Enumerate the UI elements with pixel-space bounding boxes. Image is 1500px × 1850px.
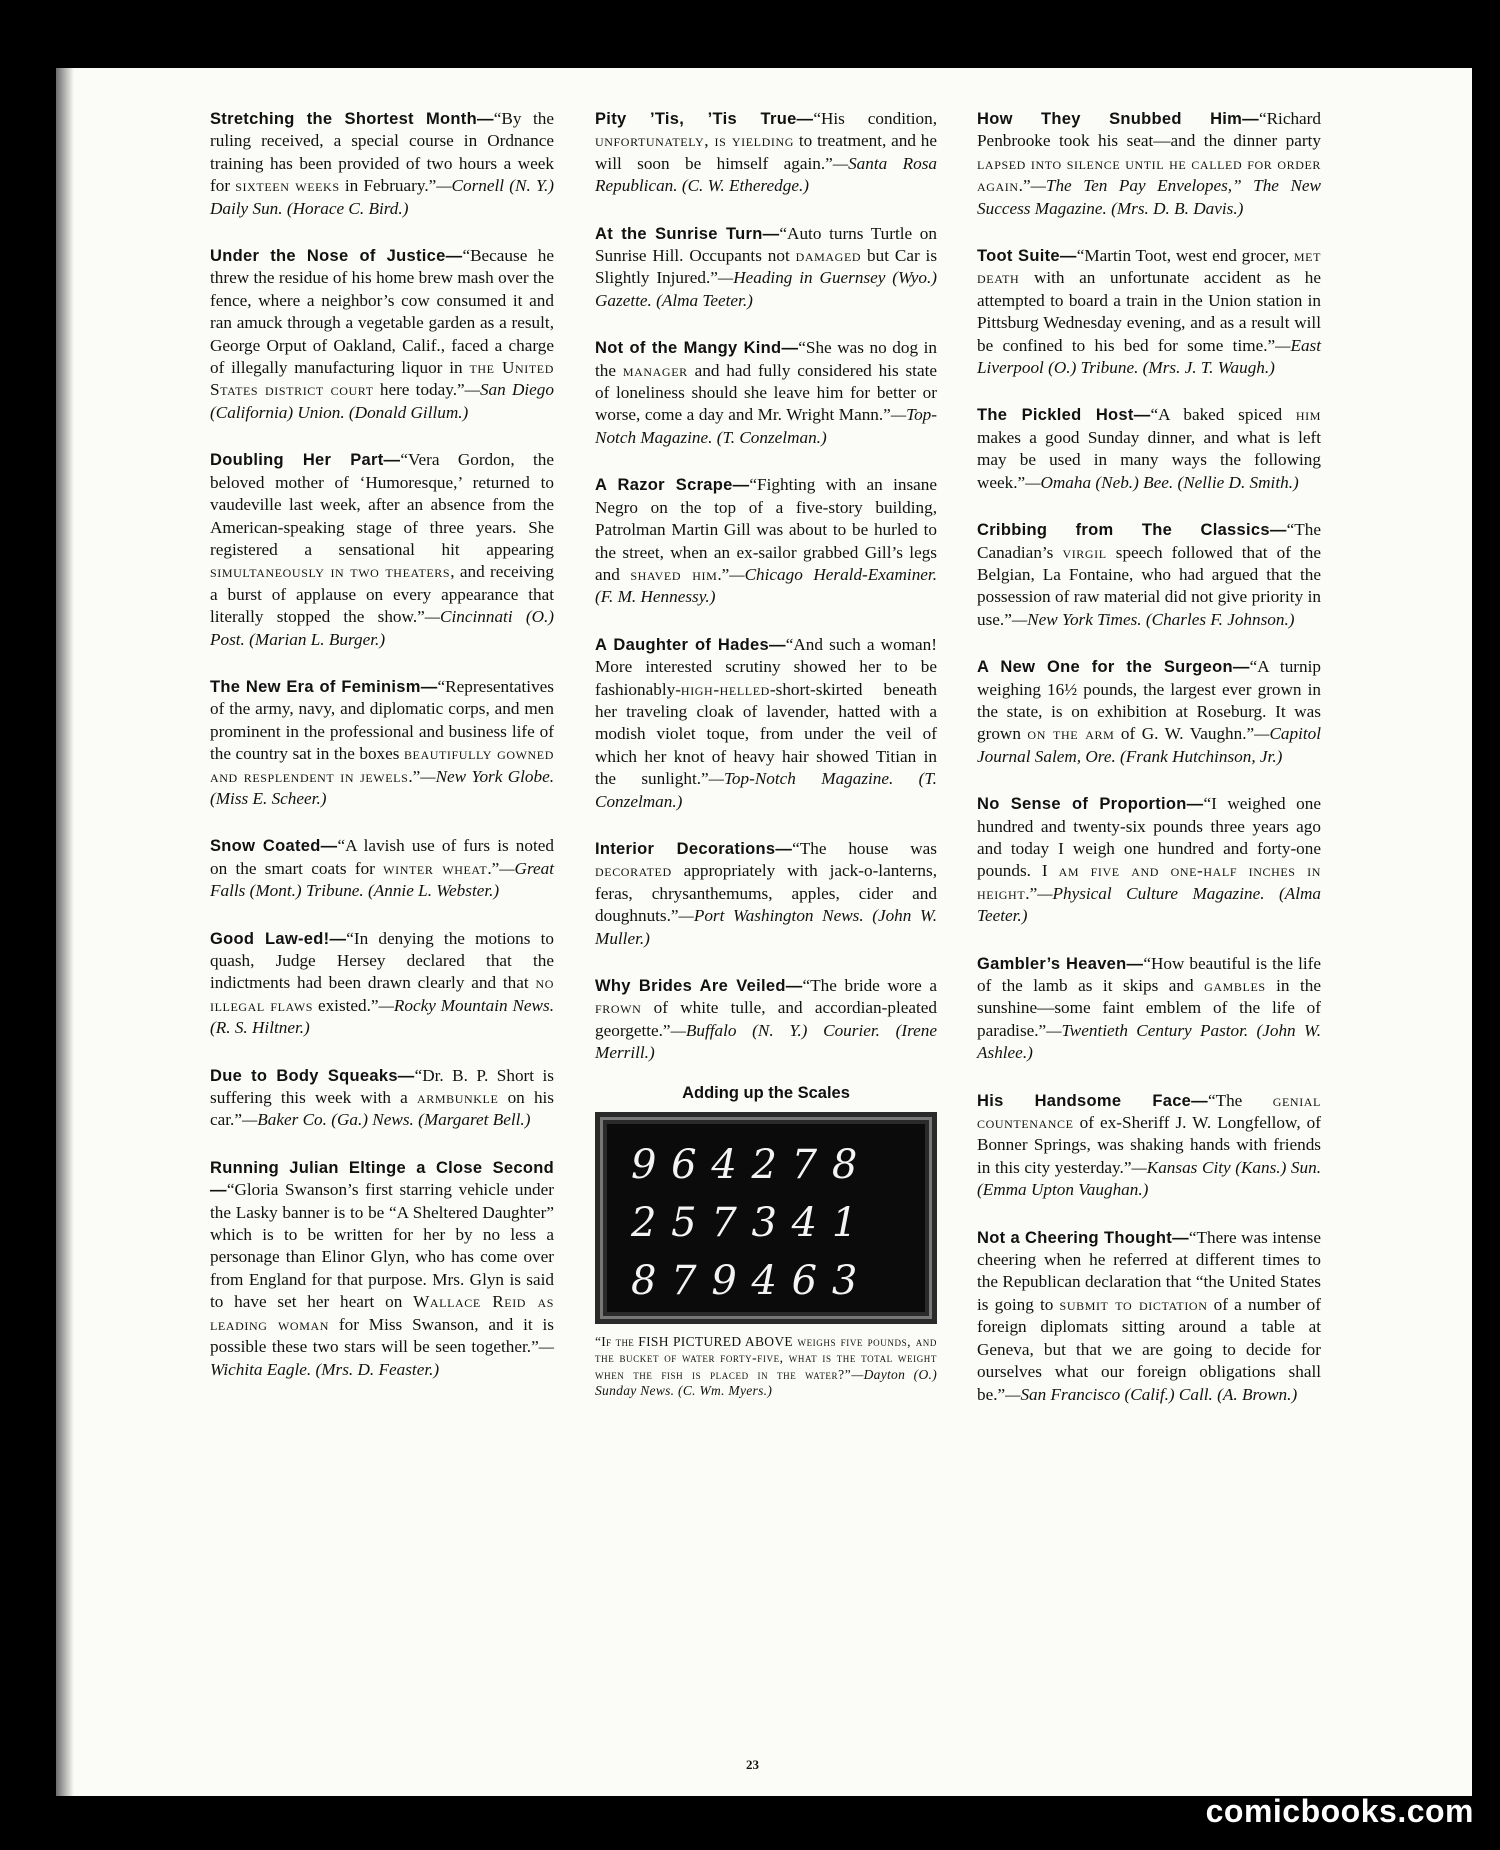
item-text: in February.” (339, 176, 437, 196)
item-1-0 (595, 108, 937, 198)
item-text: “The Canadian’s (977, 520, 1321, 562)
item-text: “Vera Gordon, the beloved mother of ‘Humoresque,’ returned to vaudeville last week, after an absence from the American-speaking stage of three years. She registered a sensational hit appearing (210, 450, 554, 559)
item-citation: —Port Washington News. (John W. Muller.) (595, 906, 937, 948)
item-citation: —Chicago Herald-Examiner. (F. M. Hennessy.) (595, 564, 937, 607)
item-heading: Pity ’Tis, ’Tis True— (595, 110, 814, 128)
item-emphasis: winter wheat (383, 858, 488, 878)
item-paragraph (210, 1157, 554, 1381)
item-emphasis: met death (977, 246, 1322, 288)
item-0-7 (210, 1157, 554, 1381)
item-text: for Miss Swanson, and it is possible these two stars will be seen together.” (210, 1314, 554, 1357)
item-text: and had fully considered his state of loneliness should she leave him for better or worse, come a day and Mr. Wright Mann.” (595, 360, 937, 425)
item-text: “Fighting with an insane Negro on the top of a five-story building, Patrolman Martin Gill was about to be hurled to the street, when an ex-sailor grabbed Gill’s legs and (595, 475, 937, 584)
item-0-6 (210, 1065, 554, 1132)
chalk-line-1: 9 6 4 2 7 8 (631, 1142, 859, 1189)
item-citation: —Santa Rosa Republican. (C. W. Etheredge.) (595, 153, 937, 196)
item-heading: A New One for the Surgeon— (977, 658, 1250, 677)
item-text: “Richard Penbrooke took his seat—and the dinner party (977, 109, 1321, 151)
item-1-5 (595, 838, 937, 950)
item-2-8 (977, 1227, 1321, 1406)
item-paragraph (977, 793, 1321, 927)
item-citation: —Physical Culture Magazine. (Alma Teeter.) (977, 883, 1321, 926)
item-heading: Good Law-ed!— (210, 929, 347, 948)
item-text: .” (717, 564, 730, 584)
item-2-3 (977, 519, 1321, 631)
item-text: “By the ruling received, a special course in Ordnance training has been provided of two hours a week for (210, 109, 555, 196)
item-text: makes a good Sunday dinner, and what is left may be used in many ways the following week.” (977, 427, 1321, 492)
item-emphasis: genial countenance (977, 1090, 1321, 1133)
item-citation: —Baker Co. (Ga.) News. (Margaret Bell.) (241, 1110, 531, 1130)
caption-body: weighs five pounds, and the bucket of water forty-five, what is the total weight when the fish is placed in the water?” (595, 1334, 938, 1382)
item-paragraph (210, 928, 554, 1040)
scales-title: Adding up the Scales (682, 1083, 850, 1102)
item-emphasis: on the arm (1027, 724, 1115, 744)
item-text: “The house was (792, 838, 937, 858)
item-text: but Car is Slightly Injured.” (595, 246, 938, 288)
binding-shadow (56, 68, 74, 1796)
item-text: .” (1018, 176, 1031, 196)
item-text: -short-skirted beneath her traveling cloak of lavender, hatted with a modish violet toque, from under the veil of which her knot of heavy hair showed Titian in the sunlight.” (595, 679, 937, 789)
item-citation: —Great Falls (Mont.) Tribune. (Annie L. Webster.) (210, 858, 554, 901)
item-citation: —Top-Notch Magazine. (T. Conzelman.) (595, 405, 937, 447)
item-0-0 (210, 108, 554, 220)
item-heading: Toot Suite— (977, 247, 1077, 266)
item-1-1 (595, 223, 937, 313)
page-number: 23 (746, 1757, 759, 1772)
item-text: speech followed that of the Belgian, La Fontaine, who had argued that the possession of raw material did not give priority in use.” (977, 542, 1321, 629)
item-heading: Not a Cheering Thought— (977, 1228, 1189, 1247)
scales-caption (595, 1334, 937, 1400)
item-citation: —Capitol Journal Salem, Ore. (Frank Hutchinson, Jr.) (977, 724, 1322, 766)
item-citation: —East Liverpool (O.) Tribune. (Mrs. J. T. Waugh.) (977, 335, 1321, 378)
item-citation: —Cincinnati (O.) Post. (Marian L. Burger.) (210, 607, 554, 649)
item-paragraph (977, 1227, 1321, 1406)
item-text: “Gloria Swanson’s first starring vehicle under the Lasky banner is to be “A Sheltered Daughter” which is to be written for her by no less a personage than Elinor Glyn, who has come over from England for that purpose. Mrs. Glyn is said to have set her heart on (210, 1180, 554, 1312)
item-heading: At the Sunrise Turn— (595, 224, 780, 243)
item-heading: How They Snubbed Him— (977, 110, 1259, 128)
item-emphasis: shaved him (630, 564, 718, 584)
item-emphasis: gambles (1204, 976, 1266, 995)
item-paragraph (595, 634, 937, 813)
column-left (210, 108, 554, 1406)
item-text: to treatment, and he will soon be himself again.” (595, 131, 937, 173)
item-text: of ex-Sheriff J. W. Longfellow, of Bonner Springs, was shaking hands with friends in this city yesterday.” (977, 1113, 1321, 1177)
item-emphasis: unfortunately, is yielding (595, 131, 794, 151)
item-1-4 (595, 634, 937, 813)
item-text: .” (1025, 883, 1038, 903)
item-emphasis: sixteen weeks (235, 176, 340, 196)
item-2-7 (977, 1090, 1321, 1202)
item-heading: A Daughter of Hades— (595, 635, 786, 654)
item-paragraph (977, 108, 1321, 220)
item-paragraph (977, 404, 1321, 494)
item-text: .” (487, 858, 500, 878)
item-paragraph (595, 975, 937, 1065)
item-text: in the sunshine—some faint emblem of the life of paradise.” (977, 976, 1321, 1040)
item-paragraph (595, 223, 937, 313)
item-heading: Doubling Her Part— (210, 451, 401, 470)
item-citation: —San Diego (California) Union. (Donald Gillum.) (210, 380, 554, 422)
item-0-5 (210, 928, 554, 1040)
column-middle-items (595, 108, 937, 1065)
item-text: with an unfortunate accident as he attempted to board a train in the Union station in Pittsburg Wednesday evening, and as a result will be confined to his bed for some time.” (977, 268, 1321, 355)
item-paragraph (595, 474, 937, 608)
item-1-2 (595, 337, 937, 449)
item-text: “In denying the motions to quash, Judge Hersey declared that the indictments had been drawn clearly and that (210, 928, 555, 993)
item-text: of a number of foreign diplomats sitting around a table at Geneva, but that we are going to decide for ourselves what our foreign obligations shall be.” (977, 1294, 1321, 1404)
item-citation: —Cornell (N. Y.) Daily Sun. (Horace C. Bird.) (210, 176, 554, 218)
item-text: “How beautiful is the life of the lamb as it skips and (977, 953, 1322, 995)
item-text: .” (408, 766, 421, 786)
item-emphasis: submit to dictation (1059, 1294, 1208, 1314)
item-text: “Because he threw the residue of his home brew mash over the fence, where a neighbor’s cow consumed it and ran amuck through a vegetable garden as a result, George Orput of Oakland, Calif., faced a charge of illegally manufacturing liquor in (210, 246, 554, 378)
watermark: comicbooks.com (1205, 1793, 1474, 1829)
item-text: “Representatives of the army, navy, and diplomatic corps, and men prominent in the professional and business life of the country sat in the boxes (210, 676, 554, 764)
item-citation: —The Ten Pay Envelopes,” The New Success Magazine. (Mrs. D. B. Davis.) (977, 176, 1321, 218)
item-emphasis: damaged (795, 246, 862, 266)
item-emphasis: virgil (1062, 542, 1107, 562)
item-2-5 (977, 793, 1321, 927)
item-text: “A baked spiced (1150, 405, 1296, 425)
item-0-4 (210, 835, 554, 902)
item-citation: —Omaha (Neb.) Bee. (Nellie D. Smith.) (1025, 472, 1299, 492)
item-heading: His Handsome Face— (977, 1091, 1208, 1110)
item-citation: —Kansas City (Kans.) Sun. (Emma Upton Vaughan.) (977, 1157, 1321, 1200)
item-emphasis: am five and one-half inches in height (977, 861, 1321, 903)
item-text: here today.” (373, 380, 465, 400)
item-emphasis: Wallace Reid as leading woman (210, 1292, 554, 1334)
chalk-line-2: 2 5 7 3 4 1 (631, 1200, 859, 1247)
item-paragraph (210, 108, 554, 220)
item-emphasis: no illegal flaws (210, 973, 554, 1015)
item-text: of white tulle, and accordian-pleated georgette.” (595, 998, 937, 1040)
item-paragraph (210, 835, 554, 902)
item-0-1 (210, 245, 554, 424)
item-emphasis: high-helled (680, 679, 770, 699)
item-citation: —Twentieth Century Pastor. (John W. Ashlee.) (977, 1020, 1321, 1063)
item-text: “Auto turns Turtle on Sunrise Hill. Occupants not (595, 223, 937, 266)
item-1-3 (595, 474, 937, 608)
item-text: “The bride wore a (802, 976, 937, 995)
item-paragraph (210, 676, 554, 810)
item-heading: Under the Nose of Justice— (210, 247, 463, 266)
item-paragraph (977, 245, 1321, 379)
item-heading: Not of the Mangy Kind— (595, 339, 799, 358)
item-paragraph (977, 656, 1321, 768)
item-heading: No Sense of Proportion— (977, 795, 1204, 814)
item-heading: Running Julian Eltinge a Close Second— (210, 1158, 554, 1200)
item-paragraph (977, 519, 1321, 631)
item-citation: —Heading in Guernsey (Wyo.) Gazette. (Alma Teeter.) (595, 268, 938, 310)
item-0-2 (210, 449, 554, 651)
item-emphasis: lapsed into silence until he called for order again (977, 153, 1321, 196)
item-text: on his car.” (210, 1088, 554, 1130)
column-right (977, 108, 1321, 1431)
item-emphasis: the United States district court (210, 358, 554, 400)
item-heading: The New Era of Feminism— (210, 677, 438, 696)
item-text: “Dr. B. P. Short is suffering this week with a (210, 1065, 554, 1108)
caption-lead: “If the FISH PICTURED ABOVE (595, 1334, 793, 1350)
item-text: “The (1207, 1090, 1273, 1110)
item-1-6 (595, 975, 937, 1065)
chalk-numbers (607, 1124, 925, 1312)
item-text: “His condition, (813, 109, 937, 128)
item-emphasis: armbunkle (416, 1088, 499, 1108)
item-0-3 (210, 676, 554, 810)
caption-cite: —Dayton (O.) Sunday News. (C. Wm. Myers.) (595, 1366, 937, 1399)
item-paragraph (210, 449, 554, 651)
item-2-6 (977, 953, 1321, 1065)
item-paragraph (210, 1065, 554, 1132)
item-paragraph (595, 838, 937, 950)
item-heading: Stretching the Shortest Month— (210, 110, 494, 128)
item-text: “I weighed one hundred and twenty-six pounds three years ago and today I weigh one hundred and forty-one pounds. I (977, 794, 1321, 881)
item-paragraph (595, 108, 937, 198)
item-emphasis: simultaneously in two theaters (210, 562, 451, 582)
item-text: “A turnip weighing 16½ pounds, the largest ever grown in the state, is on exhibition at Roseburg. It was grown (977, 657, 1321, 744)
item-2-2 (977, 404, 1321, 494)
item-emphasis: him (1295, 405, 1321, 425)
item-paragraph (977, 1090, 1321, 1202)
item-heading: Why Brides Are Veiled— (595, 977, 803, 995)
item-text: “Martin Toot, west end grocer, (1076, 246, 1294, 266)
item-heading: Cribbing from The Classics— (977, 521, 1287, 540)
item-paragraph (210, 245, 554, 424)
item-citation: —New York Globe. (Miss E. Scheer.) (210, 766, 554, 808)
item-2-1 (977, 245, 1321, 379)
item-citation: —Buffalo (N. Y.) Courier. (Irene Merrill.) (595, 1020, 937, 1063)
item-paragraph (977, 953, 1321, 1065)
chalkboard (595, 1112, 937, 1324)
item-citation: —Rocky Mountain News. (R. S. Hiltner.) (210, 995, 554, 1038)
item-heading: Snow Coated— (210, 837, 338, 856)
item-heading: The Pickled Host— (977, 406, 1151, 425)
item-emphasis: beautifully gowned and resplendent in jewels (210, 744, 554, 786)
item-text: appropriately with jack-o-lanterns, feras, chrysanthemums, apples, cider and doughnuts.” (595, 861, 937, 926)
item-text: of G. W. Vaughn.” (1114, 724, 1255, 744)
item-citation: —New York Times. (Charles F. Johnson.) (1011, 609, 1295, 629)
item-emphasis: manager (622, 360, 688, 380)
item-heading: Interior Decorations— (595, 839, 793, 858)
item-text: “She was no dog in the (595, 338, 937, 380)
item-text: , and receiving a burst of applause on every appearance that literally stopped the show.” (210, 562, 554, 627)
item-2-0 (977, 108, 1321, 220)
item-text: “A lavish use of furs is noted on the smart coats for (210, 836, 554, 878)
item-citation: —San Francisco (Calif.) Call. (A. Brown.) (1005, 1384, 1298, 1404)
item-text: existed.” (313, 995, 379, 1015)
item-2-4 (977, 656, 1321, 768)
item-citation: —Top-Notch Magazine. (T. Conzelman.) (595, 769, 937, 811)
item-emphasis: decorated (595, 861, 672, 881)
item-heading: Gambler’s Heaven— (977, 954, 1144, 973)
item-emphasis: frown (595, 998, 642, 1018)
item-heading: Due to Body Squeaks— (210, 1066, 415, 1085)
chalk-line-3: 8 7 9 4 6 3 (631, 1258, 859, 1305)
item-heading: A Razor Scrape— (595, 476, 750, 495)
item-paragraph (595, 337, 937, 449)
item-text: “There was intense cheering when he referred at different times to the Republican declaration that “the United States is going to (977, 1227, 1321, 1314)
column-middle (595, 108, 937, 1400)
item-citation: —Wichita Eagle. (Mrs. D. Feaster.) (210, 1337, 554, 1379)
item-text: “And such a woman! More interested scrutiny showed her to be fashionably- (595, 634, 937, 699)
